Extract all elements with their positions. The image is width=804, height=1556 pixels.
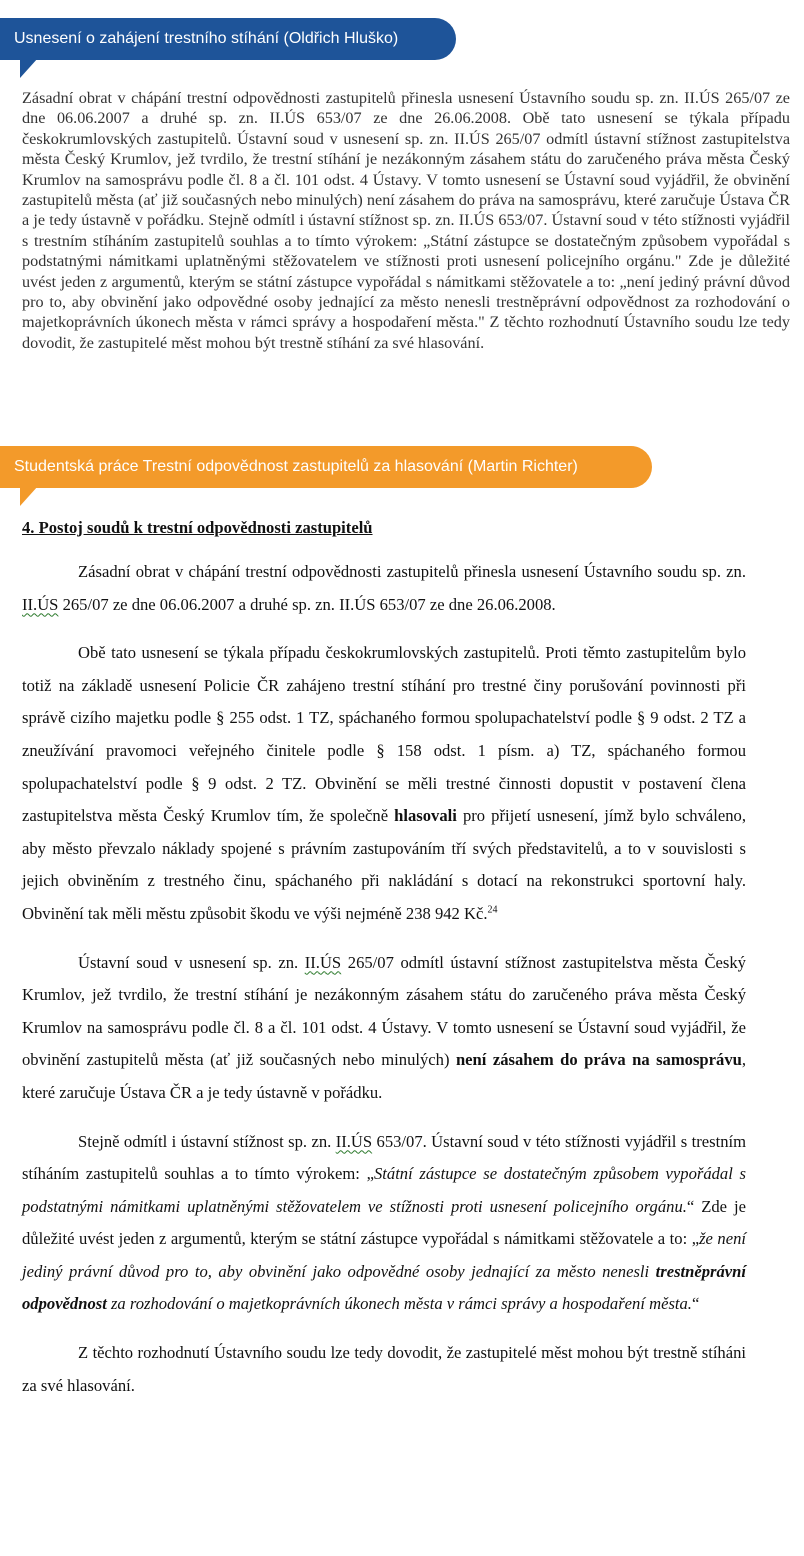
paragraph-2: Obě tato usnesení se týkala případu českokrumlovských zastupitelů. Proti těmto zastupitelům bylo totiž na základě usnesení Policie ČR zahájeno trestní stíhání pro trestné činy porušování povinnosti při správě cizího majetku podle § 255 odst. 1 TZ, spáchaného formou spolupachatelství podle § 9 odst. 2 TZ a zneužívání pravomoci veřejného činitele podle § 158 odst. 1 písm. a) TZ, spáchaného formou spolupachatelství podle § 9 odst. 2 TZ. Obvinění se měli trestné činnosti dopustit v postavení člena zastupitelstva města Český Krumlov tím, že společně hlasovali pro přijetí usnesení, jímž bylo schváleno, aby město převzalo náklady spojené s právním zastupováním tří svých představitelů, a to v souvislosti s jejich obviněním z trestného činu, spáchaného při nakládání s dotací na rekonstrukci sportovní haly. Obvinění tak měli městu způsobit škodu ve výši nejméně 238 942 Kč.$^{24}$ bbox=[22, 643, 746, 923]
scanned-excerpt: Zásadní obrat v chápání trestní odpovědnosti zastupitelů přinesla usnesení Ústavního soudu sp. zn. II.ÚS 265/07 ze dne 06.06.2007 a druhé sp. zn. II.ÚS 653/07 ze dne 26.06.2008. Obě tato usnesení se týkala případu českokrumlovských zastupitelů. Ústavní soud v usnesení sp. zn. II.ÚS 265/07 odmítl ústavní stížnost zastupitelstva města Český Krumlov, jež tvrdilo, že trestní stíhání je nezákonným zásahem státu do zaručeného práva města Český Krumlov na samosprávu podle čl. 8 a čl. 101 odst. 4 Ústavy. V tomto usnesení se Ústavní soud vyjádřil, že obvinění zastupitelů města (ať již současných nebo minulých) není zásahem do práva na samosprávu, které zaručuje Ústava ČR a je tedy ústavně v pořádku. Stejně odmítl i ústavní stížnost sp. zn. II.ÚS 653/07. Ústavní soud v této stížnosti vyjádřil s trestním stíháním zastupitelů souhlas a to tímto výrokem: „Státní zástupce se dostatečným způsobem vypořádal s podstatnými námitkami uplatněnými stěžovatelem ve stížnosti proti usnesení policejního orgánu." Zde je důležité uvést jeden z argumentů, kterým se státní zástupce vypořádal s námitkami stěžovatele a to: „není jediný právní důvod pro to, aby obvinění jako odpovědné osoby jednající za město nenesli trestněprávní odpovědnost za rozhodování o majetkoprávních úkonech města v rámci správy a hospodaření města." Z těchto rozhodnutí Ústavního soudu lze tedy dovodit, že zastupitelé měst mohou být trestně stíhání za své hlasování. bbox=[22, 89, 790, 352]
spellcheck-mark: II.ÚS bbox=[335, 1131, 373, 1151]
paragraph-3: Ústavní soud v usnesení sp. zn. II.ÚS 265/07 odmítl ústavní stížnost zastupitelstva města Český Krumlov, jež tvrdilo, že trestní stíhání je nezákonným zásahem státu do zaručeného práva města Český Krumlov na samosprávu podle čl. 8 a čl. 101 odst. 4 Ústavy. V tomto usnesení se Ústavní soud vyjádřil, že obvinění zastupitelů města (ať již současných nebo minulých) není zásahem do práva na samosprávu, které zaručuje Ústava ČR a je tedy ústavně v pořádku. bbox=[22, 952, 747, 1102]
footnote-ref: 24 bbox=[487, 904, 498, 916]
bold-hlasovali: hlasovali bbox=[394, 806, 457, 826]
bold-italic-phrase: trestněprávní odpovědnost bbox=[22, 1261, 746, 1314]
student-excerpt bbox=[22, 518, 746, 1418]
callout-richter bbox=[0, 446, 652, 488]
quote-1: Státní zástupce se dostatečným způsobem vypořádal s podstatnými námitkami uplatněnými stěžovatelem ve stížnosti proti usnesení policejního orgánu. bbox=[22, 1164, 746, 1216]
callout-tail bbox=[20, 486, 38, 506]
callout-hlusko bbox=[0, 18, 456, 60]
callout-richter-label: Studentská práce Trestní odpovědnost zastupitelů za hlasování (Martin Richter) bbox=[14, 458, 578, 475]
bold-phrase: není zásahem do práva na samosprávu bbox=[455, 1050, 742, 1070]
paragraph-1: Zásadní obrat v chápání trestní odpovědnosti zastupitelů přinesla usnesení Ústavního soudu sp. zn. II.ÚS 265/07 ze dne 06.06.2007 a druhé sp. zn. II.ÚS 653/07 ze dne 26.06.2008. bbox=[22, 562, 746, 614]
quote-2: že není jediný právní důvod pro to, aby obvinění jako odpovědné osoby jednající za město nenesli trestněprávní odpovědnost za rozhodování o majetkoprávních úkonech města v rámci správy a hospodaření města. bbox=[22, 1229, 747, 1314]
spellcheck-mark: II.ÚS bbox=[22, 594, 59, 614]
callout-hlusko-label: Usnesení o zahájení trestního stíhání (Oldřich Hluško) bbox=[14, 30, 399, 47]
callout-tail bbox=[20, 58, 38, 78]
spellcheck-mark: II.ÚS bbox=[304, 952, 342, 972]
section-heading: 4. Postoj soudů k trestní odpovědnosti zastupitelů bbox=[22, 518, 373, 537]
paragraph-4: Stejně odmítl i ústavní stížnost sp. zn. II.ÚS 653/07. Ústavní soud v této stížnosti vyjádřil s trestním stíháním zastupitelů souhlas a to tímto výrokem: „Státní zástupce se dostatečným způsobem vypořádal s podstatnými námitkami uplatněnými stěžovatelem ve stížnosti proti usnesení policejního orgánu.“ Zde je důležité uvést jeden z argumentů, kterým se státní zástupce vypořádal s námitkami stěžovatele a to: „že není jediný právní důvod pro to, aby obvinění jako odpovědné osoby jednající za město nenesli trestněprávní odpovědnost za rozhodování o majetkoprávních úkonech města v rámci správy a hospodaření města.“ bbox=[22, 1131, 747, 1314]
paragraph-5: Z těchto rozhodnutí Ústavního soudu lze tedy dovodit, že zastupitelé měst mohou být trestně stíháni za své hlasování. bbox=[22, 1343, 746, 1395]
